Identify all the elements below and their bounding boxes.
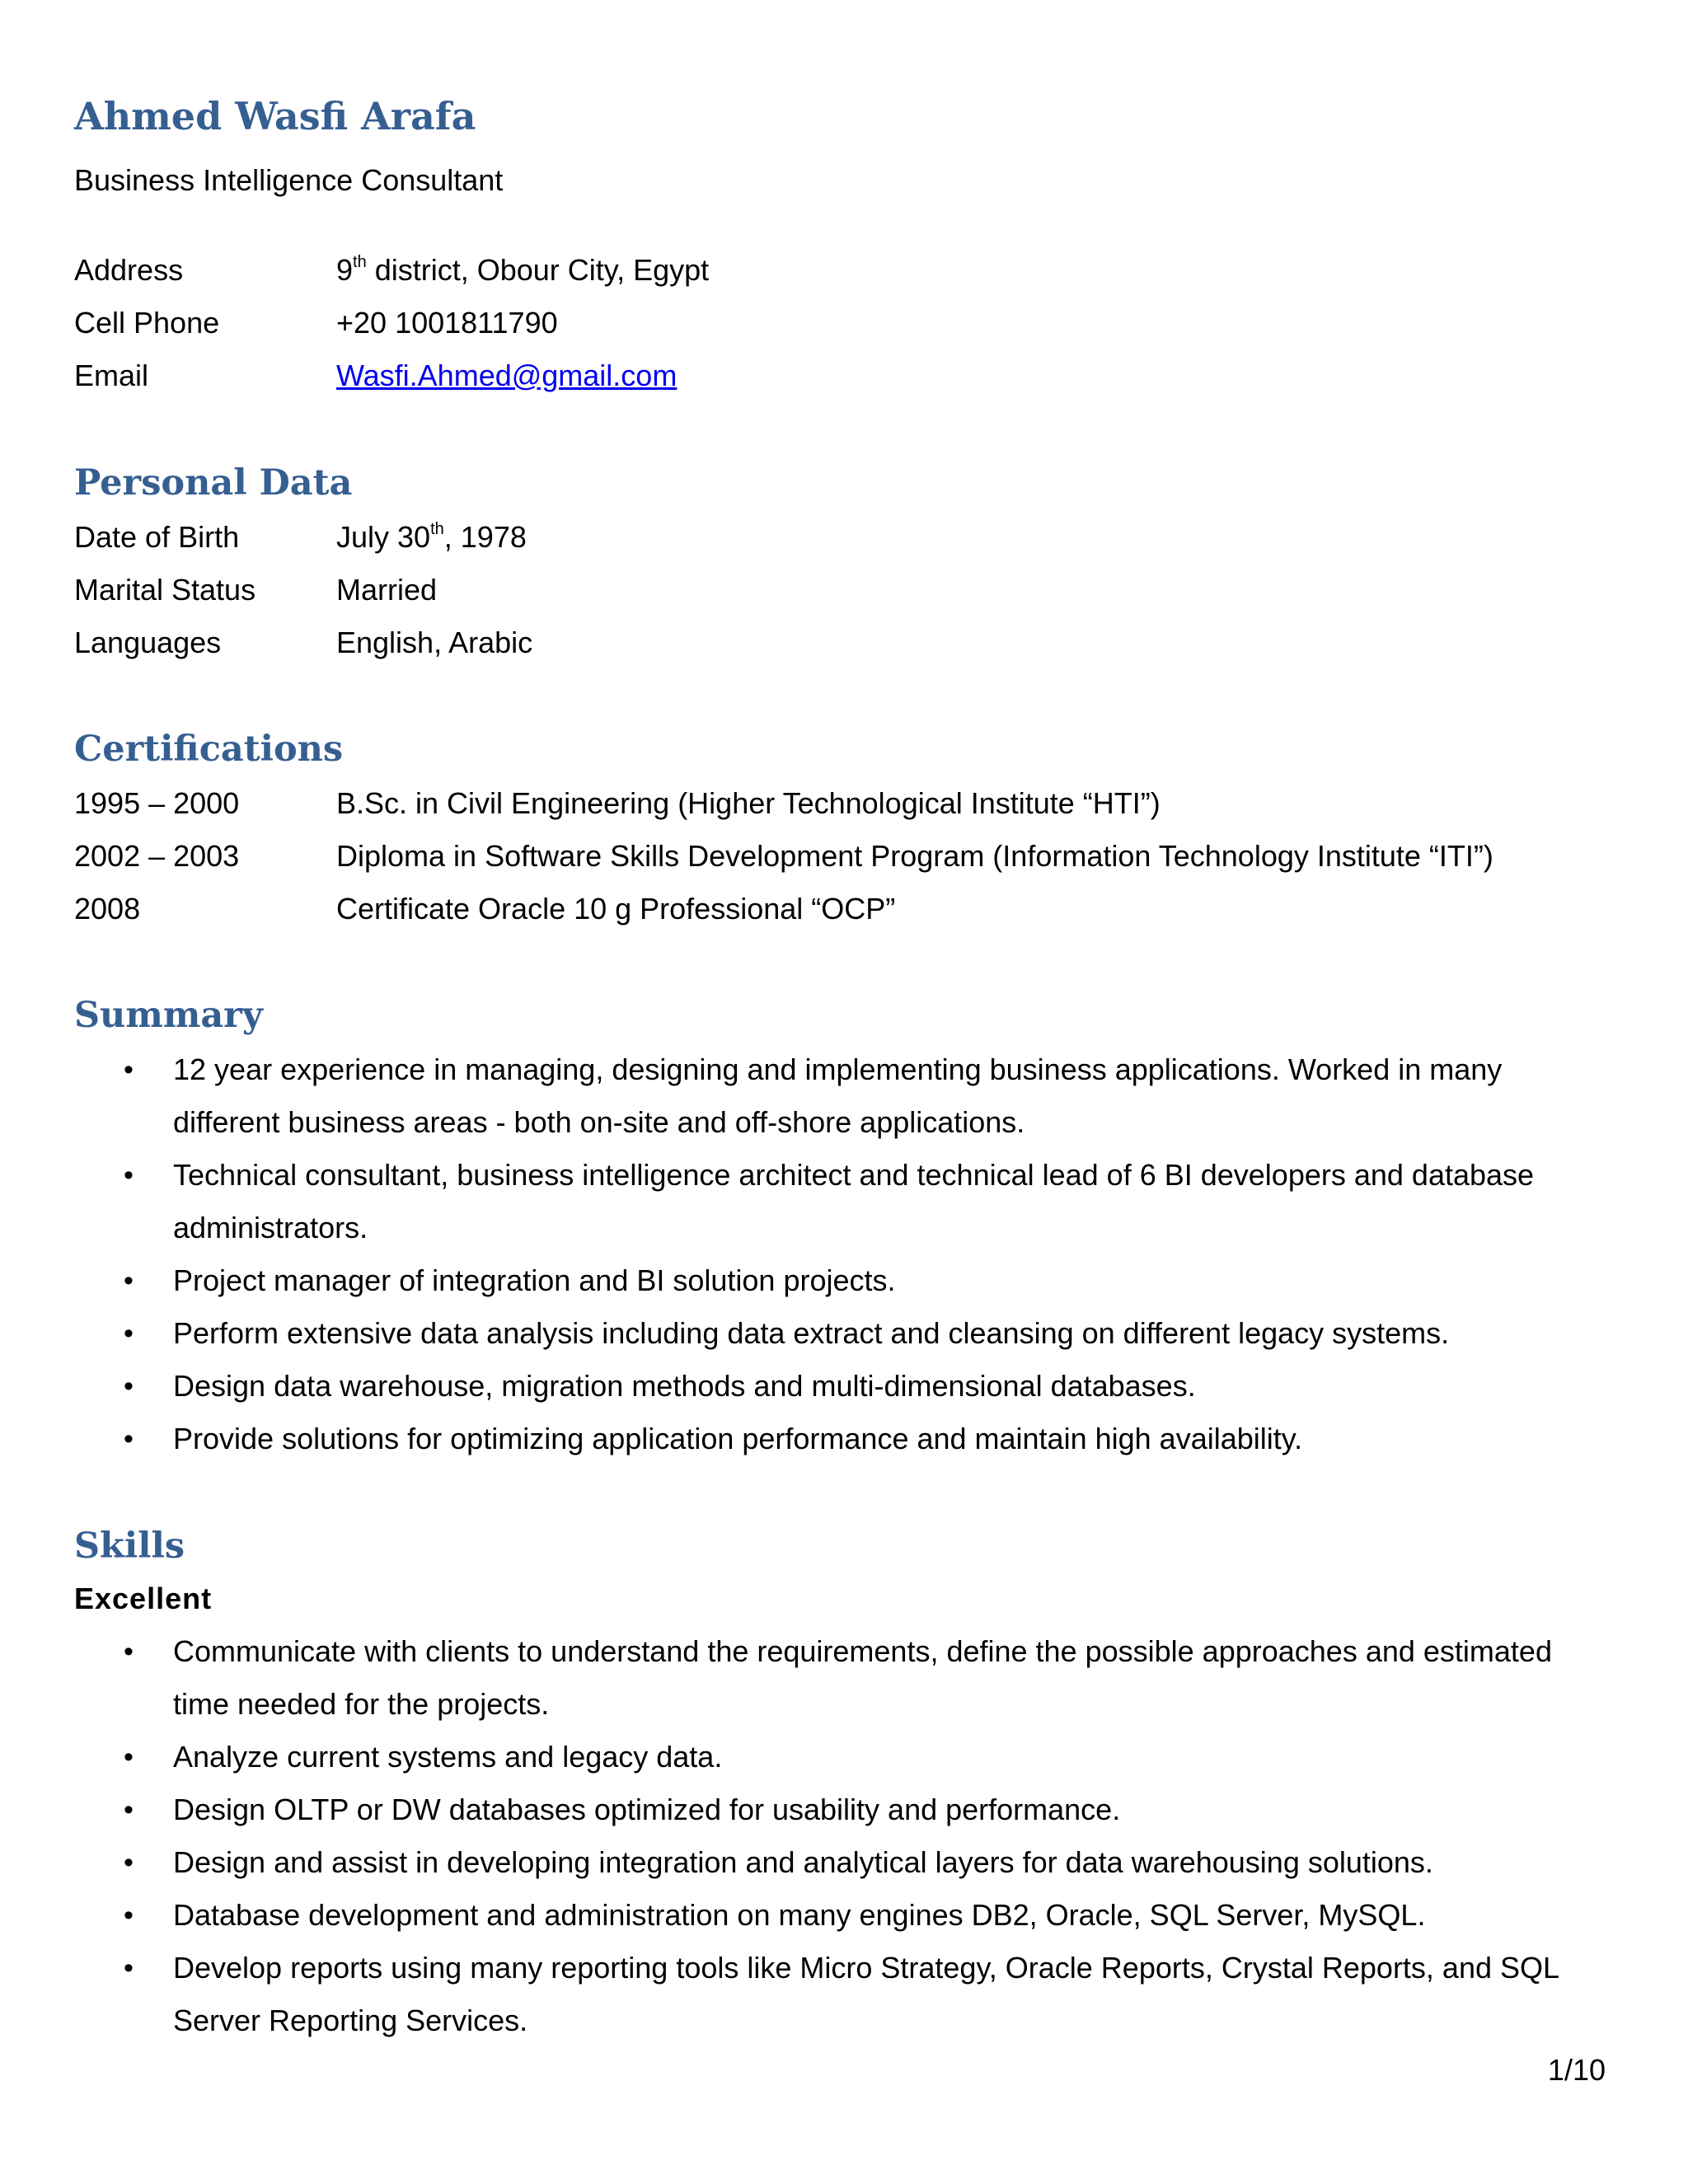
summary-item [74,1254,1599,1307]
page-number: 1/10 [1547,2053,1606,2087]
contact-block [74,244,1599,402]
bullet-icon: • [124,1265,134,1296]
summary-item [74,1413,1599,1465]
skill-item-text: Communicate with clients to understand the requirements, define the possible approaches and estimated time needed for the projects. [173,1634,1552,1721]
certification-row [74,883,1599,935]
dob-value: July 30th, 1978 [336,520,527,554]
bullet-icon: • [124,1636,134,1667]
skill-item [74,1783,1599,1836]
summary-item-text: Perform extensive data analysis including data extract and cleansing on different legacy systems. [173,1316,1450,1350]
section-heading-personal-data: Personal Data [74,462,353,504]
certification-years: 2002 – 2003 [74,839,240,873]
certification-years: 1995 – 2000 [74,786,240,820]
contact-label: Cell Phone [74,306,220,340]
bullet-icon: • [124,1952,134,1984]
section-heading-certifications: Certifications [74,729,344,770]
phone-value: +20 1001811790 [336,306,558,340]
certifications-block [74,777,1599,935]
personal-data-block [74,511,1599,669]
skill-item [74,1942,1599,2047]
personal-label: Date of Birth [74,520,240,554]
summary-item [74,1149,1599,1254]
personal-label: Marital Status [74,573,256,607]
skills-list [74,1625,1599,2047]
section-heading-skills: Skills [74,1526,185,1567]
summary-item-text: 12 year experience in managing, designing and implementing business applications. Worked in many different business areas - both on-site and off-shore applications. [173,1052,1503,1139]
personal-row-dob [74,511,1599,564]
summary-item [74,1360,1599,1413]
skill-item-text: Database development and administration on many engines DB2, Oracle, SQL Server, MySQL. [173,1898,1426,1932]
bullet-icon: • [124,1371,134,1402]
person-name: Ahmed Wasfi Arafa [74,94,476,138]
contact-row-phone [74,297,1599,349]
skill-item [74,1889,1599,1942]
certification-row [74,777,1599,830]
marital-value: Married [336,573,438,607]
address-value: 9th district, Obour City, Egypt [336,253,710,287]
summary-item [74,1043,1599,1149]
summary-item-text: Project manager of integration and BI solution projects. [173,1263,896,1297]
personal-label: Languages [74,626,222,659]
skills-subheading-excellent: Excellent [74,1582,213,1615]
bullet-icon: • [124,1794,134,1825]
certification-text: B.Sc. in Civil Engineering (Higher Technological Institute “HTI”) [336,786,1160,820]
bullet-icon: • [124,1847,134,1878]
certification-text: Certificate Oracle 10 g Professional “OCP” [336,892,896,926]
summary-item-text: Technical consultant, business intelligence architect and technical lead of 6 BI developers and database administrators. [173,1158,1535,1244]
skill-item-text: Design OLTP or DW databases optimized for usability and performance. [173,1793,1121,1826]
job-title: Business Intelligence Consultant [74,163,504,197]
bullet-icon: • [124,1318,134,1349]
summary-item-text: Provide solutions for optimizing application performance and maintain high availability. [173,1422,1303,1455]
contact-label: Email [74,359,149,392]
skill-item [74,1836,1599,1889]
section-heading-summary: Summary [74,995,263,1036]
certification-row [74,830,1599,883]
skill-item-text: Develop reports using many reporting tools like Micro Strategy, Oracle Reports, Crystal Reports, and SQL Server Reporting Services. [173,1951,1559,2037]
certification-text: Diploma in Software Skills Development Program (Information Technology Institute “ITI”) [336,839,1493,873]
contact-row-email [74,349,1599,402]
bullet-icon: • [124,1054,134,1085]
skill-item-text: Design and assist in developing integration and analytical layers for data warehousing solutions. [173,1845,1433,1879]
certification-years: 2008 [74,892,141,926]
languages-value: English, Arabic [336,626,533,659]
personal-row-marital [74,564,1599,616]
email-link[interactable]: Wasfi.Ahmed@gmail.com [336,359,678,392]
personal-row-languages [74,616,1599,669]
bullet-icon: • [124,1160,134,1191]
skill-item-text: Analyze current systems and legacy data. [173,1740,723,1774]
summary-item [74,1307,1599,1360]
bullet-icon: • [124,1423,134,1455]
skill-item [74,1625,1599,1731]
bullet-icon: • [124,1900,134,1931]
summary-item-text: Design data warehouse, migration methods and multi-dimensional databases. [173,1369,1196,1403]
skill-item [74,1731,1599,1783]
summary-list [74,1043,1599,1465]
contact-label: Address [74,253,184,287]
contact-row-address [74,244,1599,297]
bullet-icon: • [124,1741,134,1773]
